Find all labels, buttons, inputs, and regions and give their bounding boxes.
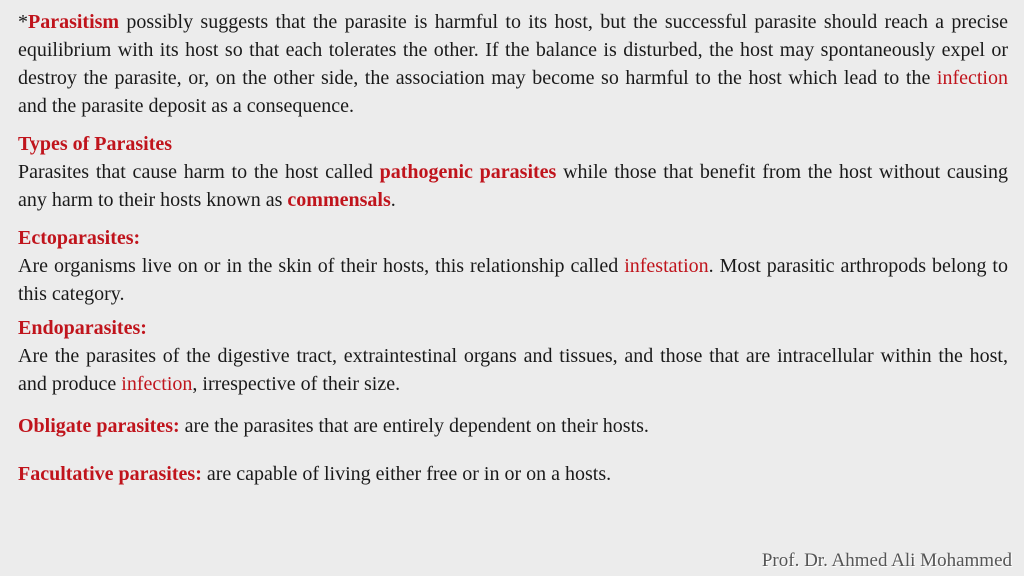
intro-text-2: and the parasite deposit as a consequence.	[18, 95, 354, 117]
types-paragraph	[18, 130, 1008, 214]
types-heading: Types of Parasites	[18, 133, 173, 155]
ecto-paragraph	[18, 224, 1008, 308]
types-term-pathogenic: pathogenic parasites	[379, 161, 557, 183]
intro-term: Parasitism	[28, 11, 120, 33]
intro-prefix: *	[18, 11, 28, 33]
types-text-1: Parasites that cause harm to the host called	[18, 161, 380, 183]
types-text-2: while those that benefit from the host without causing any harm to their hosts known as	[18, 161, 1009, 211]
facultative-text: are capable of living either free or in or on a hosts.	[201, 463, 612, 485]
types-term-commensals: commensals	[287, 189, 391, 211]
endo-highlight: infection	[121, 373, 193, 395]
intro-paragraph	[18, 8, 1008, 120]
intro-highlight: infection	[936, 67, 1008, 89]
ecto-text-1: Are organisms live on or in the skin of their hosts, this relationship called	[18, 255, 625, 277]
endo-text-2: , irrespective of their size.	[192, 373, 401, 395]
endo-heading: Endoparasites:	[18, 317, 147, 339]
ecto-text-2: . Most parasitic arthropods belong to this category.	[18, 255, 1008, 305]
slide-content	[18, 8, 1008, 488]
obligate-term: Obligate parasites:	[18, 415, 180, 437]
ecto-highlight: infestation	[624, 255, 709, 277]
types-text-3: .	[390, 189, 396, 211]
endo-text-1: Are the parasites of the digestive tract, extraintestinal organs and tissues, and those that are intracellular within the host, and produce	[18, 345, 1008, 395]
intro-text-1: possibly suggests that the parasite is harmful to its host, but the successful parasite should reach a precise equilibrium with its host so that each tolerates the other. If the balance is disturbed, the host may spontaneously expel or destroy the parasite, or, on the other side, the association may become so harmful to the host which lead to the	[18, 11, 1008, 89]
facultative-paragraph	[18, 460, 1008, 488]
endo-paragraph	[18, 314, 1008, 398]
ecto-heading: Ectoparasites:	[18, 227, 141, 249]
obligate-paragraph	[18, 412, 1008, 440]
author-footer: Prof. Dr. Ahmed Ali Mohammed	[761, 550, 1012, 571]
facultative-term: Facultative parasites:	[18, 463, 202, 485]
obligate-text: are the parasites that are entirely dependent on their hosts.	[179, 415, 649, 437]
